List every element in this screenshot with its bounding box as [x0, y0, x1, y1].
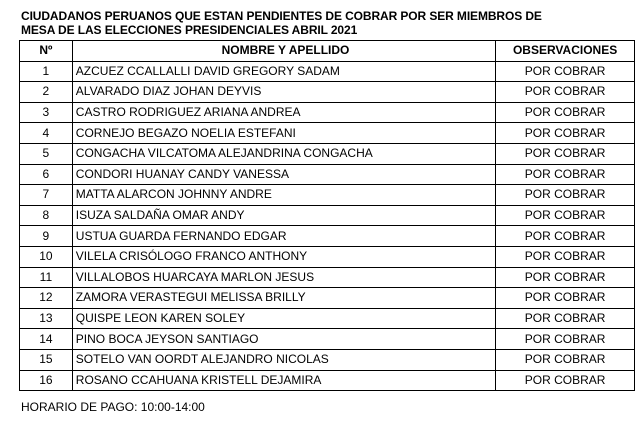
header-number: Nº	[20, 41, 73, 62]
row-number: 14	[20, 329, 73, 350]
row-observation: POR COBRAR	[496, 288, 635, 309]
row-number: 2	[20, 82, 73, 103]
row-observation: POR COBRAR	[496, 329, 635, 350]
row-number: 7	[20, 185, 73, 206]
row-number: 10	[20, 246, 73, 267]
row-name: ISUZA SALDAÑA OMAR ANDY	[72, 205, 495, 226]
table-row	[20, 143, 635, 164]
row-number: 5	[20, 143, 73, 164]
table-row	[20, 308, 635, 329]
row-number: 15	[20, 349, 73, 370]
row-number: 9	[20, 226, 73, 247]
row-name: CONGACHA VILCATOMA ALEJANDRINA CONGACHA	[72, 143, 495, 164]
table-row	[20, 288, 635, 309]
row-name: ZAMORA VERASTEGUI MELISSA BRILLY	[72, 288, 495, 309]
row-number: 8	[20, 205, 73, 226]
row-name: CONDORI HUANAY CANDY VANESSA	[72, 164, 495, 185]
row-observation: POR COBRAR	[496, 164, 635, 185]
row-observation: POR COBRAR	[496, 205, 635, 226]
row-name: CASTRO RODRIGUEZ ARIANA ANDREA	[72, 102, 495, 123]
row-observation: POR COBRAR	[496, 102, 635, 123]
row-number: 6	[20, 164, 73, 185]
row-number: 11	[20, 267, 73, 288]
row-name: VILELA CRISÓLOGO FRANCO ANTHONY	[72, 246, 495, 267]
table-row	[20, 329, 635, 350]
table-row	[20, 246, 635, 267]
table-body	[20, 61, 635, 391]
table-row	[20, 164, 635, 185]
payment-schedule: HORARIO DE PAGO: 10:00-14:00	[21, 400, 205, 414]
title-line-1: CIUDADANOS PERUANOS QUE ESTAN PENDIENTES DE COBRAR POR SER MIEMBROS DE	[21, 9, 542, 23]
header-name: NOMBRE Y APELLIDO	[72, 41, 495, 62]
row-number: 12	[20, 288, 73, 309]
table-row	[20, 123, 635, 144]
row-name: AZCUEZ CCALLALLI DAVID GREGORY SADAM	[72, 61, 495, 82]
row-name: QUISPE LEON KAREN SOLEY	[72, 308, 495, 329]
row-name: ROSANO CCAHUANA KRISTELL DEJAMIRA	[72, 370, 495, 391]
table-row	[20, 82, 635, 103]
table-row	[20, 205, 635, 226]
row-number: 1	[20, 61, 73, 82]
row-observation: POR COBRAR	[496, 370, 635, 391]
row-observation: POR COBRAR	[496, 308, 635, 329]
row-name: USTUA GUARDA FERNANDO EDGAR	[72, 226, 495, 247]
row-observation: POR COBRAR	[496, 123, 635, 144]
row-number: 4	[20, 123, 73, 144]
row-observation: POR COBRAR	[496, 267, 635, 288]
row-observation: POR COBRAR	[496, 82, 635, 103]
row-observation: POR COBRAR	[496, 226, 635, 247]
row-observation: POR COBRAR	[496, 349, 635, 370]
row-number: 3	[20, 102, 73, 123]
title-line-2: MESA DE LAS ELECCIONES PRESIDENCIALES ABRIL 2021	[21, 23, 358, 37]
table-row	[20, 185, 635, 206]
row-name: PINO BOCA JEYSON SANTIAGO	[72, 329, 495, 350]
members-table	[19, 40, 635, 391]
table-row	[20, 61, 635, 82]
header-observations: OBSERVACIONES	[496, 41, 635, 62]
table-header-row	[20, 41, 635, 62]
table-row	[20, 370, 635, 391]
row-observation: POR COBRAR	[496, 143, 635, 164]
row-name: CORNEJO BEGAZO NOELIA ESTEFANI	[72, 123, 495, 144]
row-observation: POR COBRAR	[496, 185, 635, 206]
row-number: 13	[20, 308, 73, 329]
row-observation: POR COBRAR	[496, 246, 635, 267]
table-row	[20, 102, 635, 123]
row-name: VILLALOBOS HUARCAYA MARLON JESUS	[72, 267, 495, 288]
row-name: ALVARADO DIAZ JOHAN DEYVIS	[72, 82, 495, 103]
table-row	[20, 349, 635, 370]
document-title	[21, 9, 601, 37]
table-row	[20, 267, 635, 288]
row-observation: POR COBRAR	[496, 61, 635, 82]
row-name: MATTA ALARCON JOHNNY ANDRE	[72, 185, 495, 206]
table-row	[20, 226, 635, 247]
row-name: SOTELO VAN OORDT ALEJANDRO NICOLAS	[72, 349, 495, 370]
row-number: 16	[20, 370, 73, 391]
